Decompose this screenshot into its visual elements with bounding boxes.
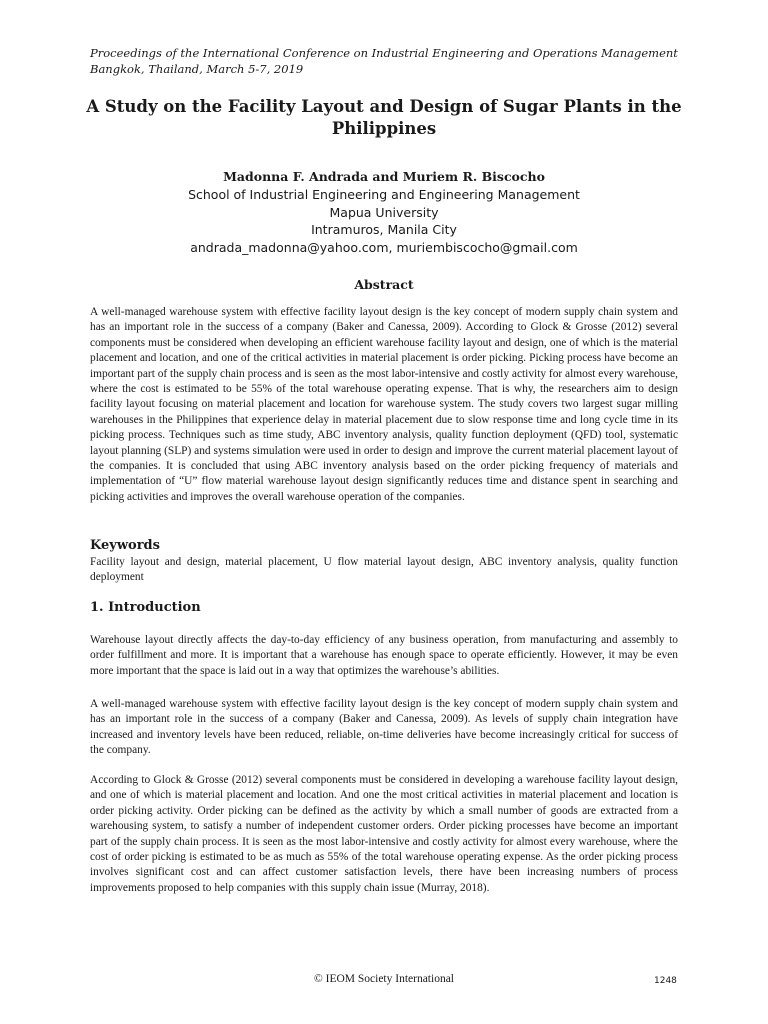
author-affiliation bbox=[60, 186, 708, 256]
introduction-paragraph-1: Warehouse layout directly affects the day-to-day efficiency of any business operation, from manufacturing and assembly to order fulfillment and more. It is important that a warehouse has enough space to operate efficiently. However, it may be even more important that the space is laid out in a way that optimizes the warehouse’s abilities. bbox=[90, 634, 678, 677]
author-emails: andrada_madonna@yahoo.com, muriembiscocho@gmail.com bbox=[190, 239, 578, 255]
affiliation-school: School of Industrial Engineering and Engineering Management bbox=[188, 187, 580, 202]
author-names: Madonna F. Andrada and Muriem R. Biscocho bbox=[223, 169, 545, 184]
conference-header bbox=[90, 45, 678, 77]
paper-title-line-2: Philippines bbox=[331, 119, 437, 138]
page-number: 1248 bbox=[654, 976, 677, 986]
affiliation-city: Intramuros, Manila City bbox=[311, 222, 457, 237]
paper-title bbox=[60, 96, 708, 140]
conference-name: Proceedings of the International Conference on Industrial Engineering and Operations Management bbox=[90, 46, 678, 60]
conference-location: Bangkok, Thailand, March 5-7, 2019 bbox=[90, 62, 304, 76]
keywords-text: Facility layout and design, material placement, U flow material layout design, ABC inventory analysis, quality function deployment bbox=[90, 556, 678, 584]
introduction-paragraph-2: A well-managed warehouse system with effective facility layout design is the key concept of modern supply chain system and has an important role in the success of a company (Baker and Canessa, 2009). As levels of supply chain integration have increased and inventory levels have been reduced, reliable, on-time deliveries have become increasingly critical for success of the company. bbox=[90, 698, 678, 757]
keywords-heading: Keywords bbox=[90, 538, 160, 553]
affiliation-university: Mapua University bbox=[329, 204, 439, 220]
abstract-heading: Abstract bbox=[354, 277, 414, 292]
paper-title-line-1: A Study on the Facility Layout and Design of Sugar Plants in the bbox=[86, 97, 682, 116]
introduction-heading: 1. Introduction bbox=[90, 600, 201, 615]
footer-copyright: © IEOM Society International bbox=[314, 973, 454, 985]
introduction-paragraph-3: According to Glock & Grosse (2012) several components must be considered in developing a warehouse facility layout design, and one of which is material placement and location. And one the most critical activities in material placement and location is order picking activity. Order picking can be defined as the activity by which a small number of goods are extracted from a warehousing system, to satisfy a number of independent customer orders. Order picking processes have become an important part of the supply chain process. It is seen as the most labor-intensive and costly activity for almost every warehouse, where the cost of order picking is estimated to be as much as 55% of the total warehouse operating expense. As the order picking process involves significant cost and can affect customer satisfaction levels, there have been increasing numbers of process improvements proposed to help companies with this supply chain issue (Murray, 2018). bbox=[90, 774, 678, 894]
abstract-text: A well-managed warehouse system with effective facility layout design is the key concept of modern supply chain system and has an important role in the success of a company (Baker and Canessa, 2009). According to Glock & Grosse (2012) several components must be considered when developing an efficient warehouse facility layout and design, one of which is the material placement and location, and one of the critical activities in material placement is order picking. Picking process have become an important part of the supply chain process and is seen as the most labor-intensive and costly activity for almost every warehouse, where the cost is estimated to be 55% of the total warehouse operating expense. That is why, the researchers aim to design facility layout focusing on material placement and location for warehouse system. The study covers two largest sugar milling warehouses in the Philippines that experience delay in material placement due to slow response time and long cycle time in its picking process. Techniques such as time study, ABC inventory analysis, quality function deployment (QFD) tool, systematic layout planning (SLP) and systems simulation were used in order to design and improve the current material placement layout of the companies. It is concluded that using ABC inventory analysis based on the order picking frequency of materials and implementation of “U” flow material warehouse layout design significantly reduces time and distance spent in searching and picking activities and improves the overall warehouse operation of the companies. bbox=[90, 306, 678, 503]
